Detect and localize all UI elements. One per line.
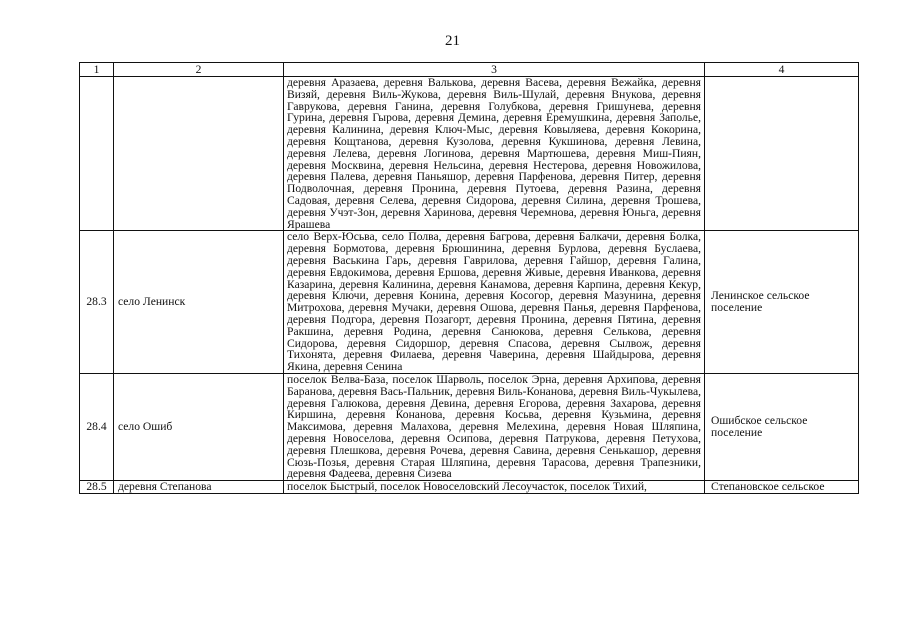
municipality-name bbox=[705, 77, 859, 231]
header-cell-3: 3 bbox=[284, 63, 705, 77]
admin-center bbox=[114, 77, 284, 231]
table-row bbox=[80, 481, 859, 494]
page-number: 21 bbox=[445, 33, 460, 49]
header-cell-4: 4 bbox=[705, 63, 859, 77]
settlements-list: деревня Аразаева, деревня Валькова, деревня Васева, деревня Вежайка, деревня Визяй, деревня Виль-Жукова, деревня Виль-Шулай, деревня Внукова, деревня Гаврукова, деревня Ганина, деревня Голубкова, деревня Гришунева, деревня Гурина, деревня Гырова, деревня Демина, деревня Еремушкина, деревня Заполье, деревня Калинина, деревня Ключ-Мыс, деревня Ковыляева, деревня Кокорина, деревня Кощтанова, деревня Кузолова, деревня Кукшинова, деревня Левина, деревня Лелева, деревня Логинова, деревня Мартюшева, деревня Миш-Пиян, деревня Москвина, деревня Нельсина, деревня Нестерова, деревня Новожилова, деревня Палева, деревня Паньяшор, деревня Парфенова, деревня Питер, деревня Подволочная, деревня Пронина, деревня Путоева, деревня Разина, деревня Садовая, деревня Селева, деревня Сидорова, деревня Силина, деревня Трошева, деревня Учэт-Зон, деревня Харинова, деревня Черемнова, деревня Юньга, деревня Ярашева bbox=[284, 77, 705, 231]
header-cell-1: 1 bbox=[80, 63, 114, 77]
municipality-name: Ошибское сельское поселение bbox=[705, 373, 859, 480]
settlements-table bbox=[79, 62, 859, 494]
table-row bbox=[80, 373, 859, 480]
row-number: 28.3 bbox=[80, 231, 114, 374]
settlements-list: поселок Быстрый, поселок Новоселовский Лесоучасток, поселок Тихий, bbox=[284, 481, 705, 494]
admin-center: деревня Степанова bbox=[114, 481, 284, 494]
row-number: 28.4 bbox=[80, 373, 114, 480]
settlements-list: село Верх-Юсьва, село Полва, деревня Багрова, деревня Балкачи, деревня Болка, деревня Бормотова, деревня Брюшинина, деревня Бурлова, деревня Буслаева, деревня Васькина Гарь, деревня Гаврилова, деревня Гайшор, деревня Галина, деревня Евдокимова, деревня Ершова, деревня Живые, деревня Иванкова, деревня Казарина, деревня Калинина, деревня Канамова, деревня Карпина, деревня Кекур, деревня Ключи, деревня Конина, деревня Косогор, деревня Мазунина, деревня Митрохова, деревня Мучаки, деревня Ошова, деревня Панья, деревня Парфенова, деревня Подгора, деревня Позагорт, деревня Пронина, деревня Пятина, деревня Ракшина, деревня Родина, деревня Санюкова, деревня Селькова, деревня Сидорова, деревня Сидоршор, деревня Спасова, деревня Сылвож, деревня Тихонята, деревня Филаева, деревня Чаверина, деревня Шайдырова, деревня Якина, деревня Сенина bbox=[284, 231, 705, 374]
admin-center: село Ошиб bbox=[114, 373, 284, 480]
row-number bbox=[80, 77, 114, 231]
table-row bbox=[80, 231, 859, 374]
table-header-row bbox=[80, 63, 859, 77]
municipality-name: Ленинское сельское поселение bbox=[705, 231, 859, 374]
municipality-name: Степановское сельское bbox=[705, 481, 859, 494]
admin-center: село Ленинск bbox=[114, 231, 284, 374]
row-number: 28.5 bbox=[80, 481, 114, 494]
settlements-list: поселок Велва-База, поселок Шарволь, поселок Эрна, деревня Архипова, деревня Баранова, деревня Вась-Пальник, деревня Виль-Конанова, деревня Виль-Чукылева, деревня Галюкова, деревня Девина, деревня Егорова, деревня Захарова, деревня Киршина, деревня Конанова, деревня Косьва, деревня Кузьмина, деревня Максимова, деревня Малахова, деревня Мелехина, деревня Новая Шляпина, деревня Новоселова, деревня Осипова, деревня Патрукова, деревня Петухова, деревня Плешкова, деревня Рочева, деревня Савина, деревня Сенькашор, деревня Сюзь-Позья, деревня Старая Шляпина, деревня Тарасова, деревня Трапезники, деревня Фадеева, деревня Сизева bbox=[284, 373, 705, 480]
table-row bbox=[80, 77, 859, 231]
header-cell-2: 2 bbox=[114, 63, 284, 77]
